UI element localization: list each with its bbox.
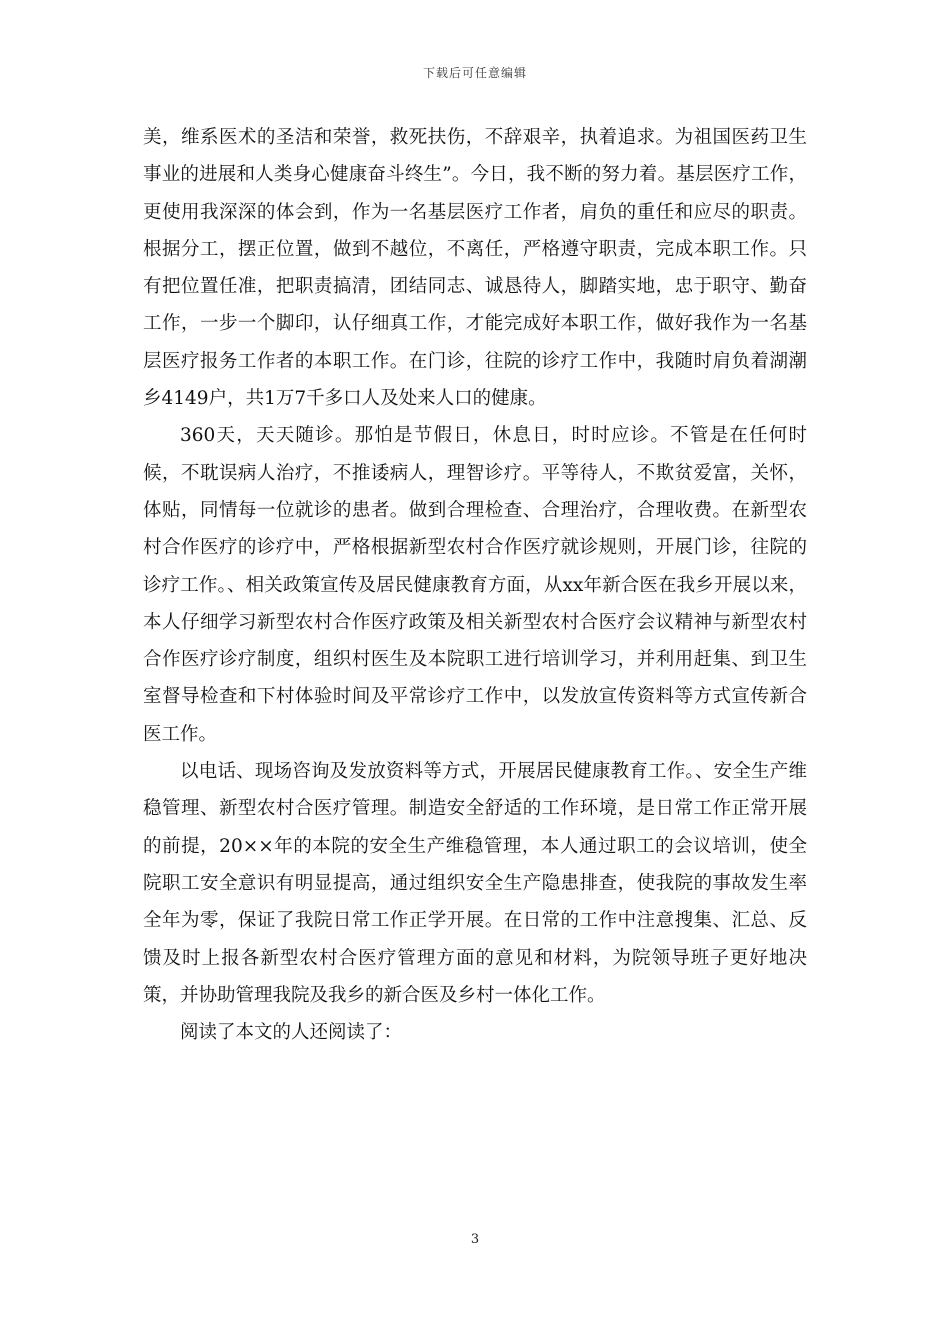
document-body: [143, 119, 807, 1051]
paragraph-2: 360天，天天随诊。那怕是节假日，休息日，时时应诊。不管是在任何时候，不耽误病人治疗，不推诿病人，理智诊疗。平等待人，不欺贫爱富，关怀，体贴，同情每一位就诊的患者。做到合理检查、合理治疗，合理收费。在新型农村合作医疗的诊疗中，严格根据新型农村合作医疗就诊规则，开展门诊，往院的诊疗工作。、相关政策宣传及居民健康教育方面，从xx年新合医在我乡开展以来，本人仔细学习新型农村合作医疗政策及相关新型农村合医疗会议精神与新型农村合作医疗诊疗制度，组织村医生及本院职工进行培训学习，并利用赶集、到卫生室督导检查和下村体验时间及平常诊疗工作中，以发放宣传资料等方式宣传新合医工作。: [143, 425, 807, 745]
page-number: 3: [470, 1232, 480, 1247]
paragraph-3: 以电话、现场咨询及发放资料等方式，开展居民健康教育工作。、安全生产维稳管理、新型农村合医疗管理。制造安全舒适的工作环境，是日常工作正常开展的前提，20××年的本院的安全生产维稳管理，本人通过职工的会议培训，使全院职工安全意识有明显提高，通过组织安全生产隐患排查，使我院的事故发生率全年为零，保证了我院日常工作正学开展。在日常的工作中注意搜集、汇总、反馈及时上报各新型农村合医疗管理方面的意见和材料，为院领导班子更好地决策，并协助管理我院及我乡的新合医及乡村一体化工作。: [143, 761, 807, 1006]
page-header-note: 下载后可任意编辑: [422, 66, 527, 80]
paragraph-1: 美，维系医术的圣洁和荣誉，救死扶伤，不辞艰辛，执着追求。为祖国医药卫生事业的进展和人类身心健康奋斗终生”。今日，我不断的努力着。基层医疗工作，更使用我深深的体会到，作为一名基层医疗工作者，肩负的重任和应尽的职责。根据分工，摆正位置，做到不越位，不离任，严格遵守职责，完成本职工作。只有把位置任准，把职责搞清，团结同志、诚恳待人，脚踏实地，忠于职守、勤奋工作，一步一个脚印，认仔细真工作，才能完成好本职工作，做好我作为一名基层医疗报务工作者的本职工作。在门诊，往院的诊疗工作中，我随时肩负着湖潮乡4149户，共1万7千多口人及处来人口的健康。: [143, 127, 807, 410]
related-reading-label: 阅读了本文的人还阅读了：: [180, 1022, 403, 1044]
